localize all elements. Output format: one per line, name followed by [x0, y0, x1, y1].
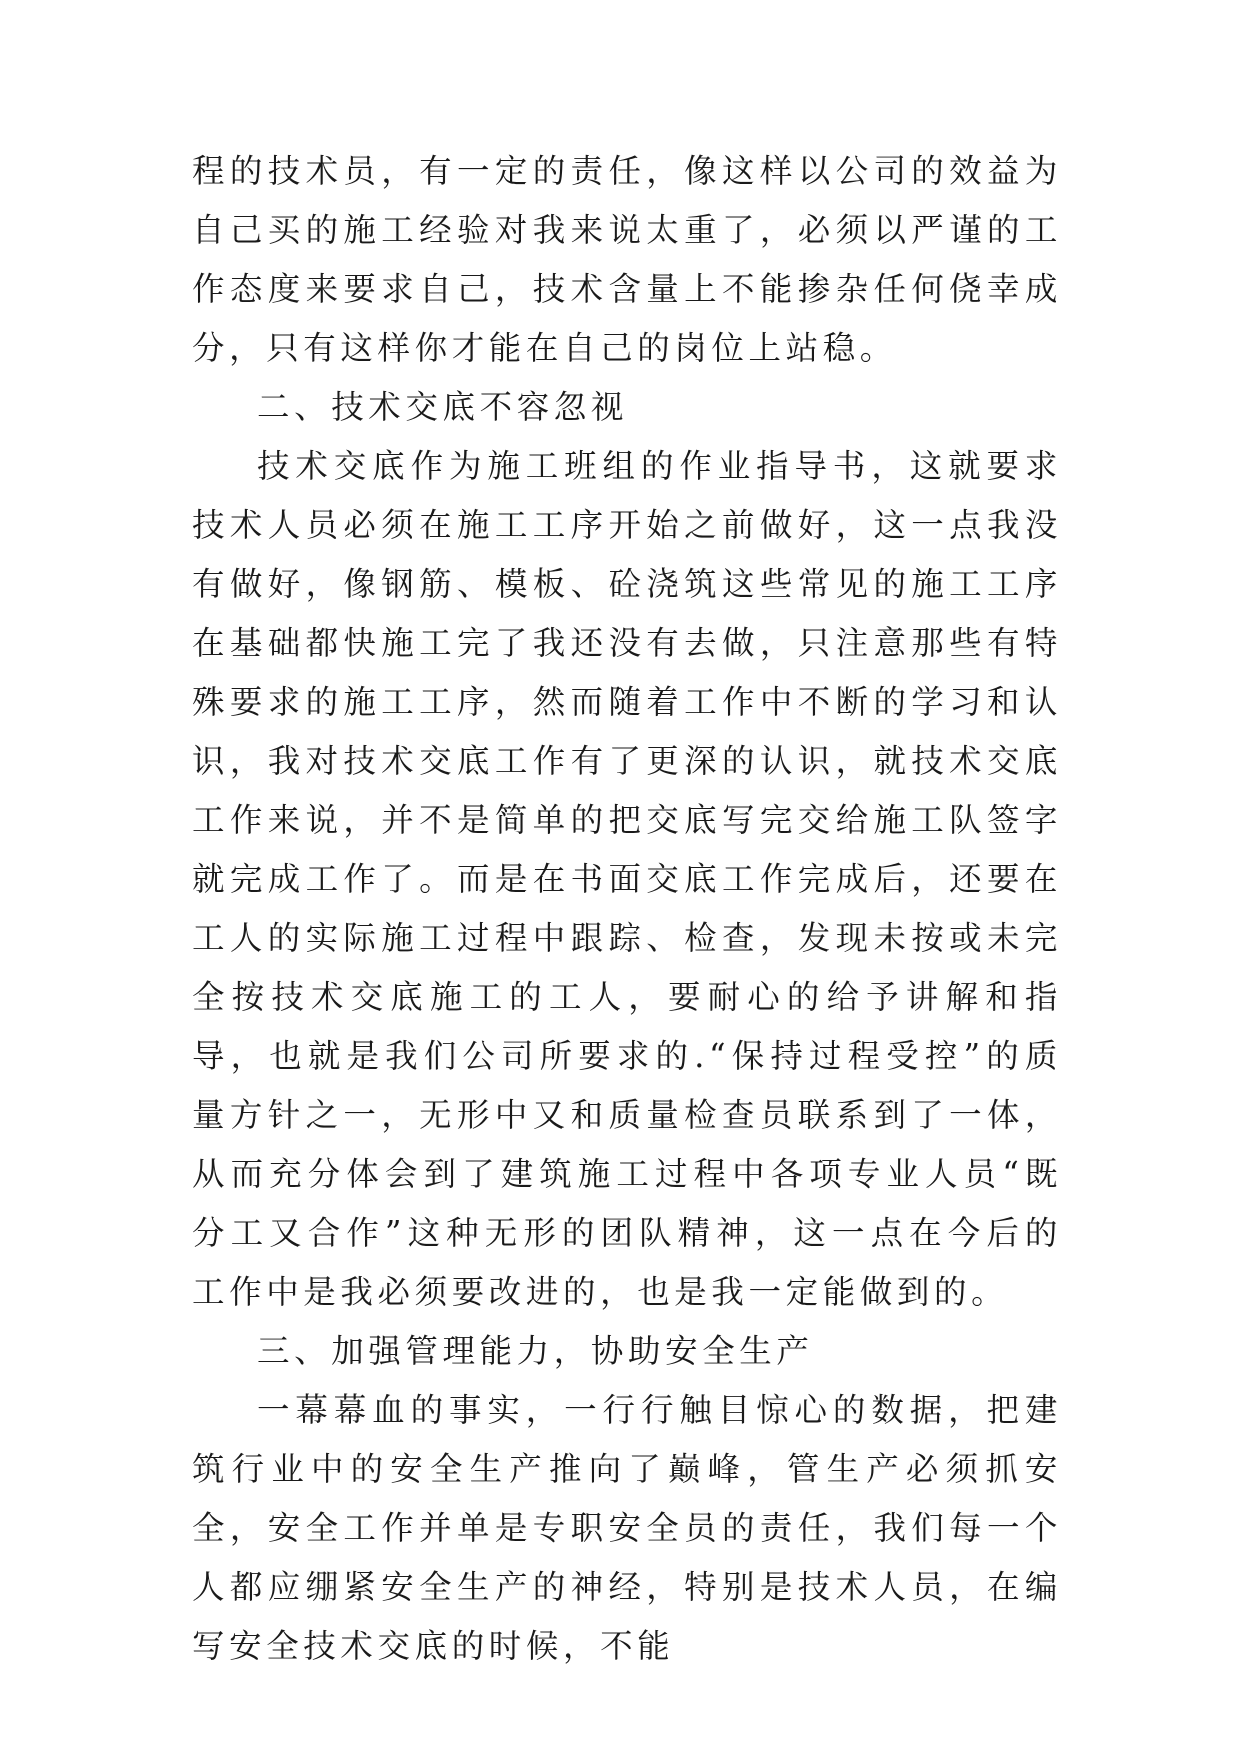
paragraph-technical-disclosure: 技术交底作为施工班组的作业指导书，这就要求技术人员必须在施工工序开始之前做好，这一点我没有做好，像钢筋、模板、砼浇筑这些常见的施工工序在基础都快施工完了我还没有去做，只注意那些有特殊要求的施工工序，然而随着工作中不断的学习和认识，我对技术交底工作有了更深的认识，就技术交底工作来说，并不是简单的把交底写完交给施工队签字就完成工作了。而是在书面交底工作完成后，还要在工人的实际施工过程中跟踪、检查，发现未按或未完全按技术交底施工的工人，要耐心的给予讲解和指导，也就是我们公司所要求的.“保持过程受控”的质量方针之一，无形中又和质量检查员联系到了一体，从而充分体会到了建筑施工过程中各项专业人员“既分工又合作”这种无形的团队精神，这一点在今后的工作中是我必须要改进的，也是我一定能做到的。 — [192, 447, 1062, 1311]
paragraph-safety-production: 一幕幕血的事实，一行行触目惊心的数据，把建筑行业中的安全生产推向了巅峰，管生产必须抓安全，安全工作并单是专职安全员的责任，我们每一个人都应绷紧安全生产的神经，特别是技术人员，在编写安全技术交底的时候，不能 — [192, 1391, 1062, 1665]
section-heading-3: 三、加强管理能力，协助安全生产 — [257, 1332, 814, 1370]
document-body — [192, 142, 1062, 1676]
paragraph-continuation: 程的技术员，有一定的责任，像这样以公司的效益为自己买的施工经验对我来说太重了，必须以严谨的工作态度来要求自己，技术含量上不能掺杂任何侥幸成分，只有这样你才能在自己的岗位上站稳。 — [192, 152, 1062, 367]
section-heading-2: 二、技术交底不容忽视 — [257, 388, 629, 426]
